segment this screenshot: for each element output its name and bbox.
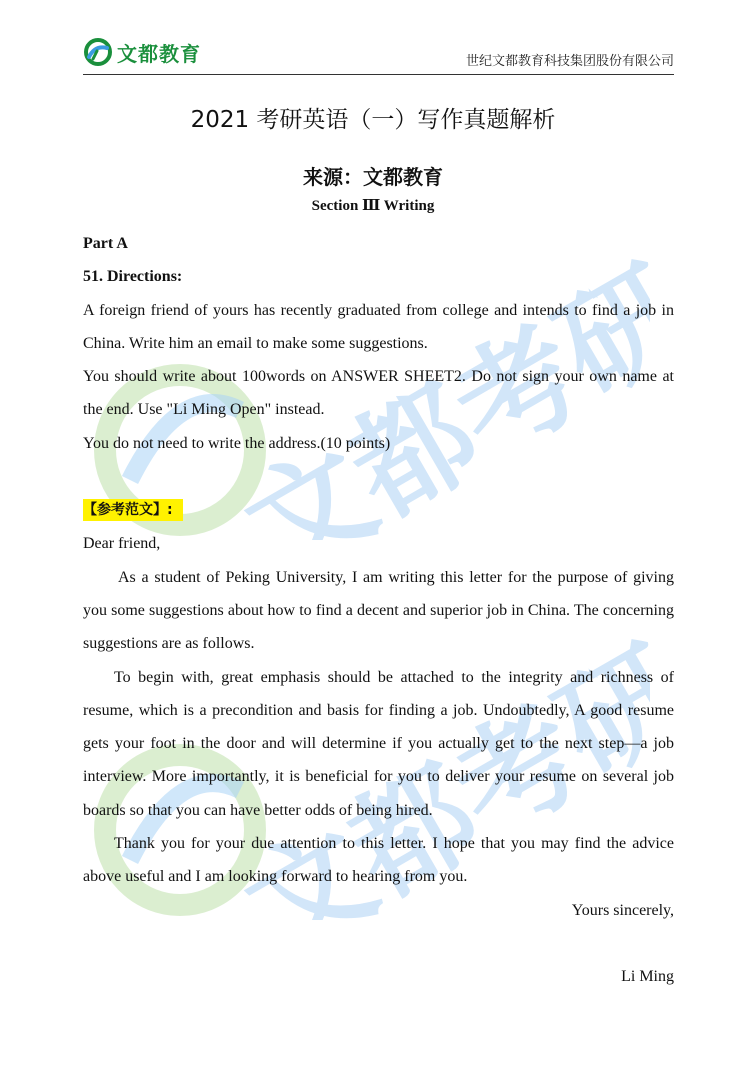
logo-text: 文都教育 [117, 41, 201, 66]
closing: Yours sincerely, [571, 901, 674, 919]
directions-paragraph: A foreign friend of yours has recently graduated from college and intends to find a job in China. Write him an email to make some suggestions. [83, 301, 674, 352]
part-heading: Part A [83, 235, 128, 252]
directions-paragraph: You do not need to write the address.(10 points) [83, 434, 391, 452]
document-title: 2021 考研英语（一）写作真题解析 [190, 107, 556, 133]
directions-label: 51. Directions: [83, 268, 183, 286]
page-header [83, 30, 674, 75]
letter-paragraph: To begin with, great emphasis should be attached to the integrity and richness of resume, which is a precondition and basis for finding a job. Undoubtedly, A good resume gets your foot in the door and will determine if you actually get to the next step—a job interview. More importantly, it is beneficial for you to deliver your resume on several job boards so that you can have better odds of being hired. [83, 668, 674, 819]
document-source: 来源：文都教育 [303, 165, 443, 189]
sample-essay-label: 【参考范文】: [83, 499, 183, 521]
logo-mark-icon [83, 37, 113, 67]
signature: Li Ming [621, 967, 674, 985]
letter-paragraph: As a student of Peking University, I am writing this letter for the purpose of giving you some suggestions about how to find a decent and superior job in China. The concerning suggestions are as follows. [83, 568, 674, 653]
watermark-text: 文都考研 [224, 622, 650, 920]
salutation: Dear friend, [83, 535, 161, 553]
company-name: 世纪文都教育科技集团股份有限公司 [465, 54, 674, 69]
directions-paragraph: You should write about 100words on ANSWER SHEET2. Do not sign your own name at the end. Use "Li Ming Open" instead. [83, 368, 674, 419]
brand-logo [83, 37, 201, 67]
document-body [83, 227, 674, 993]
sample-label-row [83, 493, 674, 527]
watermark-text: 文都考研 [224, 242, 650, 540]
section-heading: Section Ⅲ Writing [311, 198, 435, 214]
letter-paragraph: Thank you for your due attention to this letter. I hope that you may find the advice above useful and I am looking forward to hearing from you. [83, 835, 674, 886]
